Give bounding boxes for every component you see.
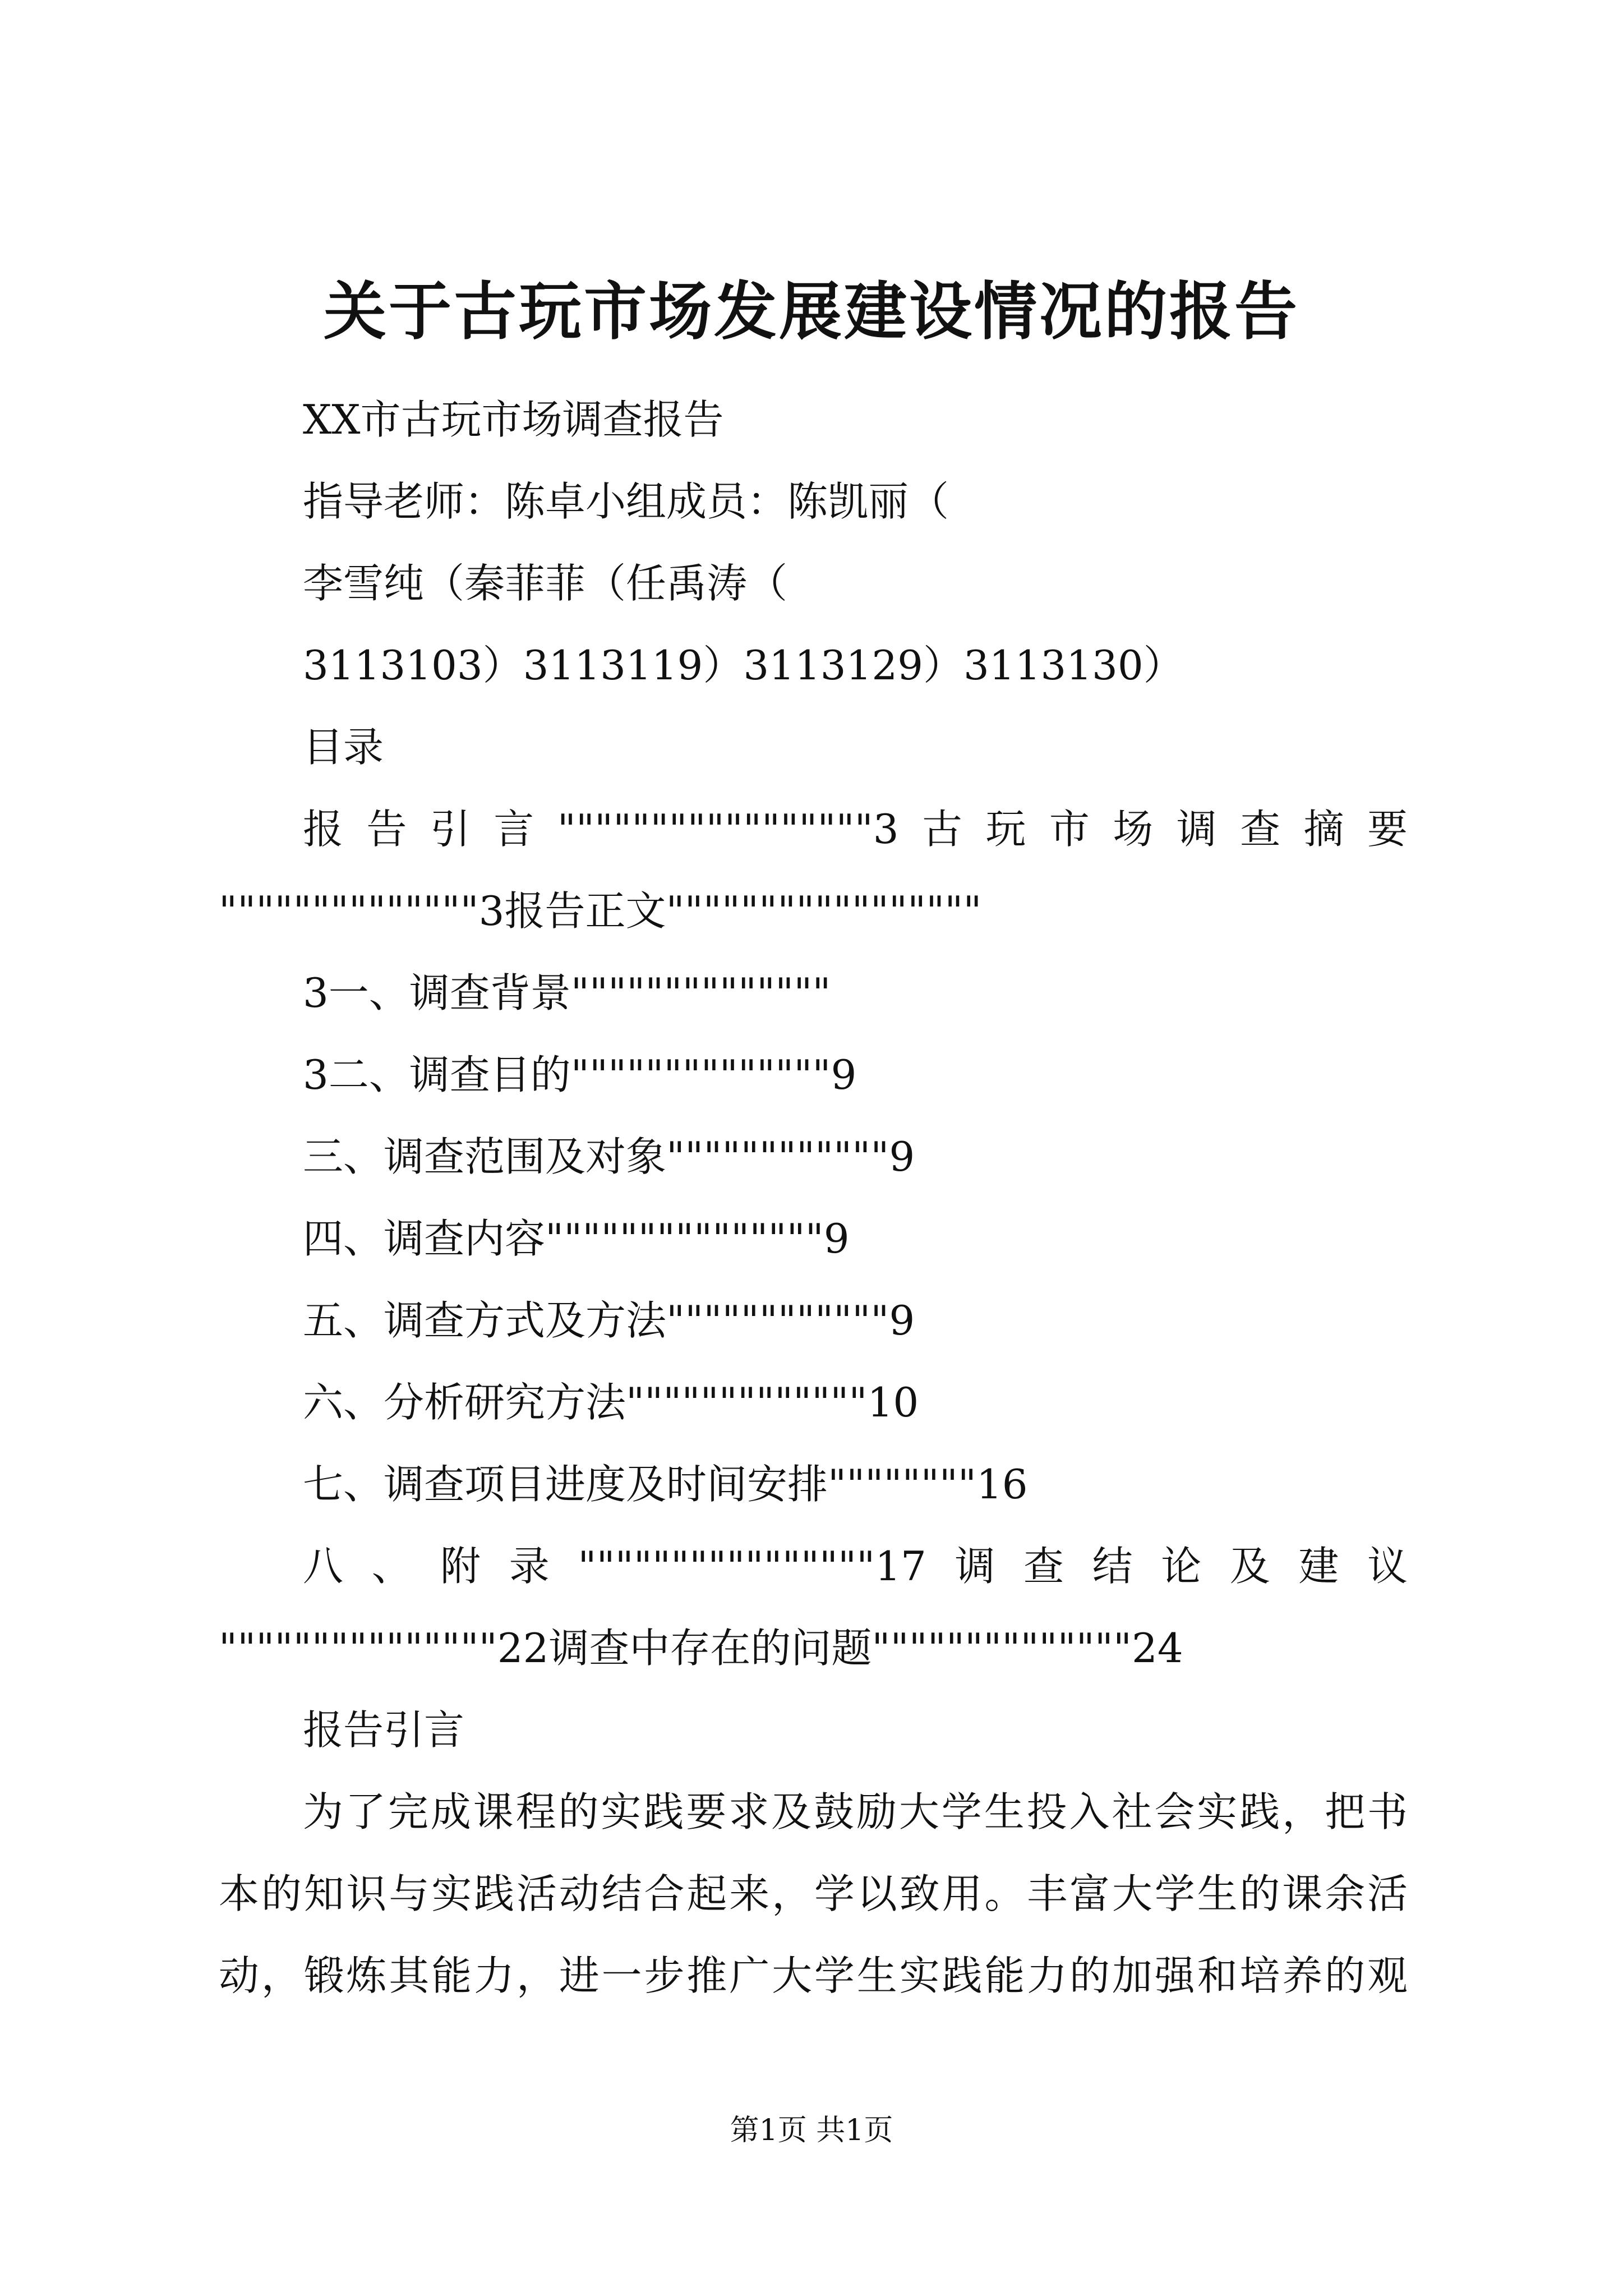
student-ids-line: 3113103）3113119）3113129）3113130） — [303, 642, 1184, 689]
members-line: 李雪纯（秦菲菲（任禹涛（ — [303, 560, 788, 607]
toc-line: 六、分析研究方法"""""""""""""10 — [303, 1379, 919, 1426]
body-line: 为了完成课程的实践要求及鼓励大学生投入社会实践，把书 — [303, 1788, 1408, 1835]
toc-heading: 目录 — [303, 724, 384, 771]
advisor-line: 指导老师：陈卓小组成员：陈凯丽（ — [303, 478, 949, 525]
toc-line: 五、调查方式及方法""""""""""""9 — [303, 1297, 915, 1344]
toc-line: 三、调查范围及对象""""""""""""9 — [303, 1133, 915, 1180]
toc-line: 报告引言"""""""""""""""""3古玩市场调查摘要 — [303, 806, 1408, 853]
toc-line: 3二、调查目的""""""""""""""9 — [303, 1051, 857, 1098]
page-footer: 第1页 共1页 — [730, 2114, 893, 2147]
toc-line: 四、调查内容"""""""""""""""9 — [303, 1215, 850, 1262]
toc-line: 七、调查项目进度及时间安排""""""""16 — [303, 1461, 1028, 1508]
toc-line: """""""""""""""22调查中存在的问题""""""""""""""24 — [219, 1625, 1183, 1672]
document-title: 关于古玩市场发展建设情况的报告 — [324, 275, 1299, 348]
body-line: 动，锻炼其能力，进一步推广大学生实践能力的加强和培养的观 — [219, 1952, 1408, 1999]
toc-line: 八、附录""""""""""""""""17调查结论及建议 — [303, 1543, 1408, 1590]
intro-heading: 报告引言 — [303, 1706, 465, 1754]
toc-line: """"""""""""""3报告正文""""""""""""""""" — [219, 887, 982, 935]
report-subtitle: XX市古玩市场调查报告 — [303, 396, 724, 443]
body-line: 本的知识与实践活动结合起来，学以致用。丰富大学生的课余活 — [219, 1870, 1408, 1917]
toc-line: 3一、调查背景"""""""""""""" — [303, 969, 831, 1016]
